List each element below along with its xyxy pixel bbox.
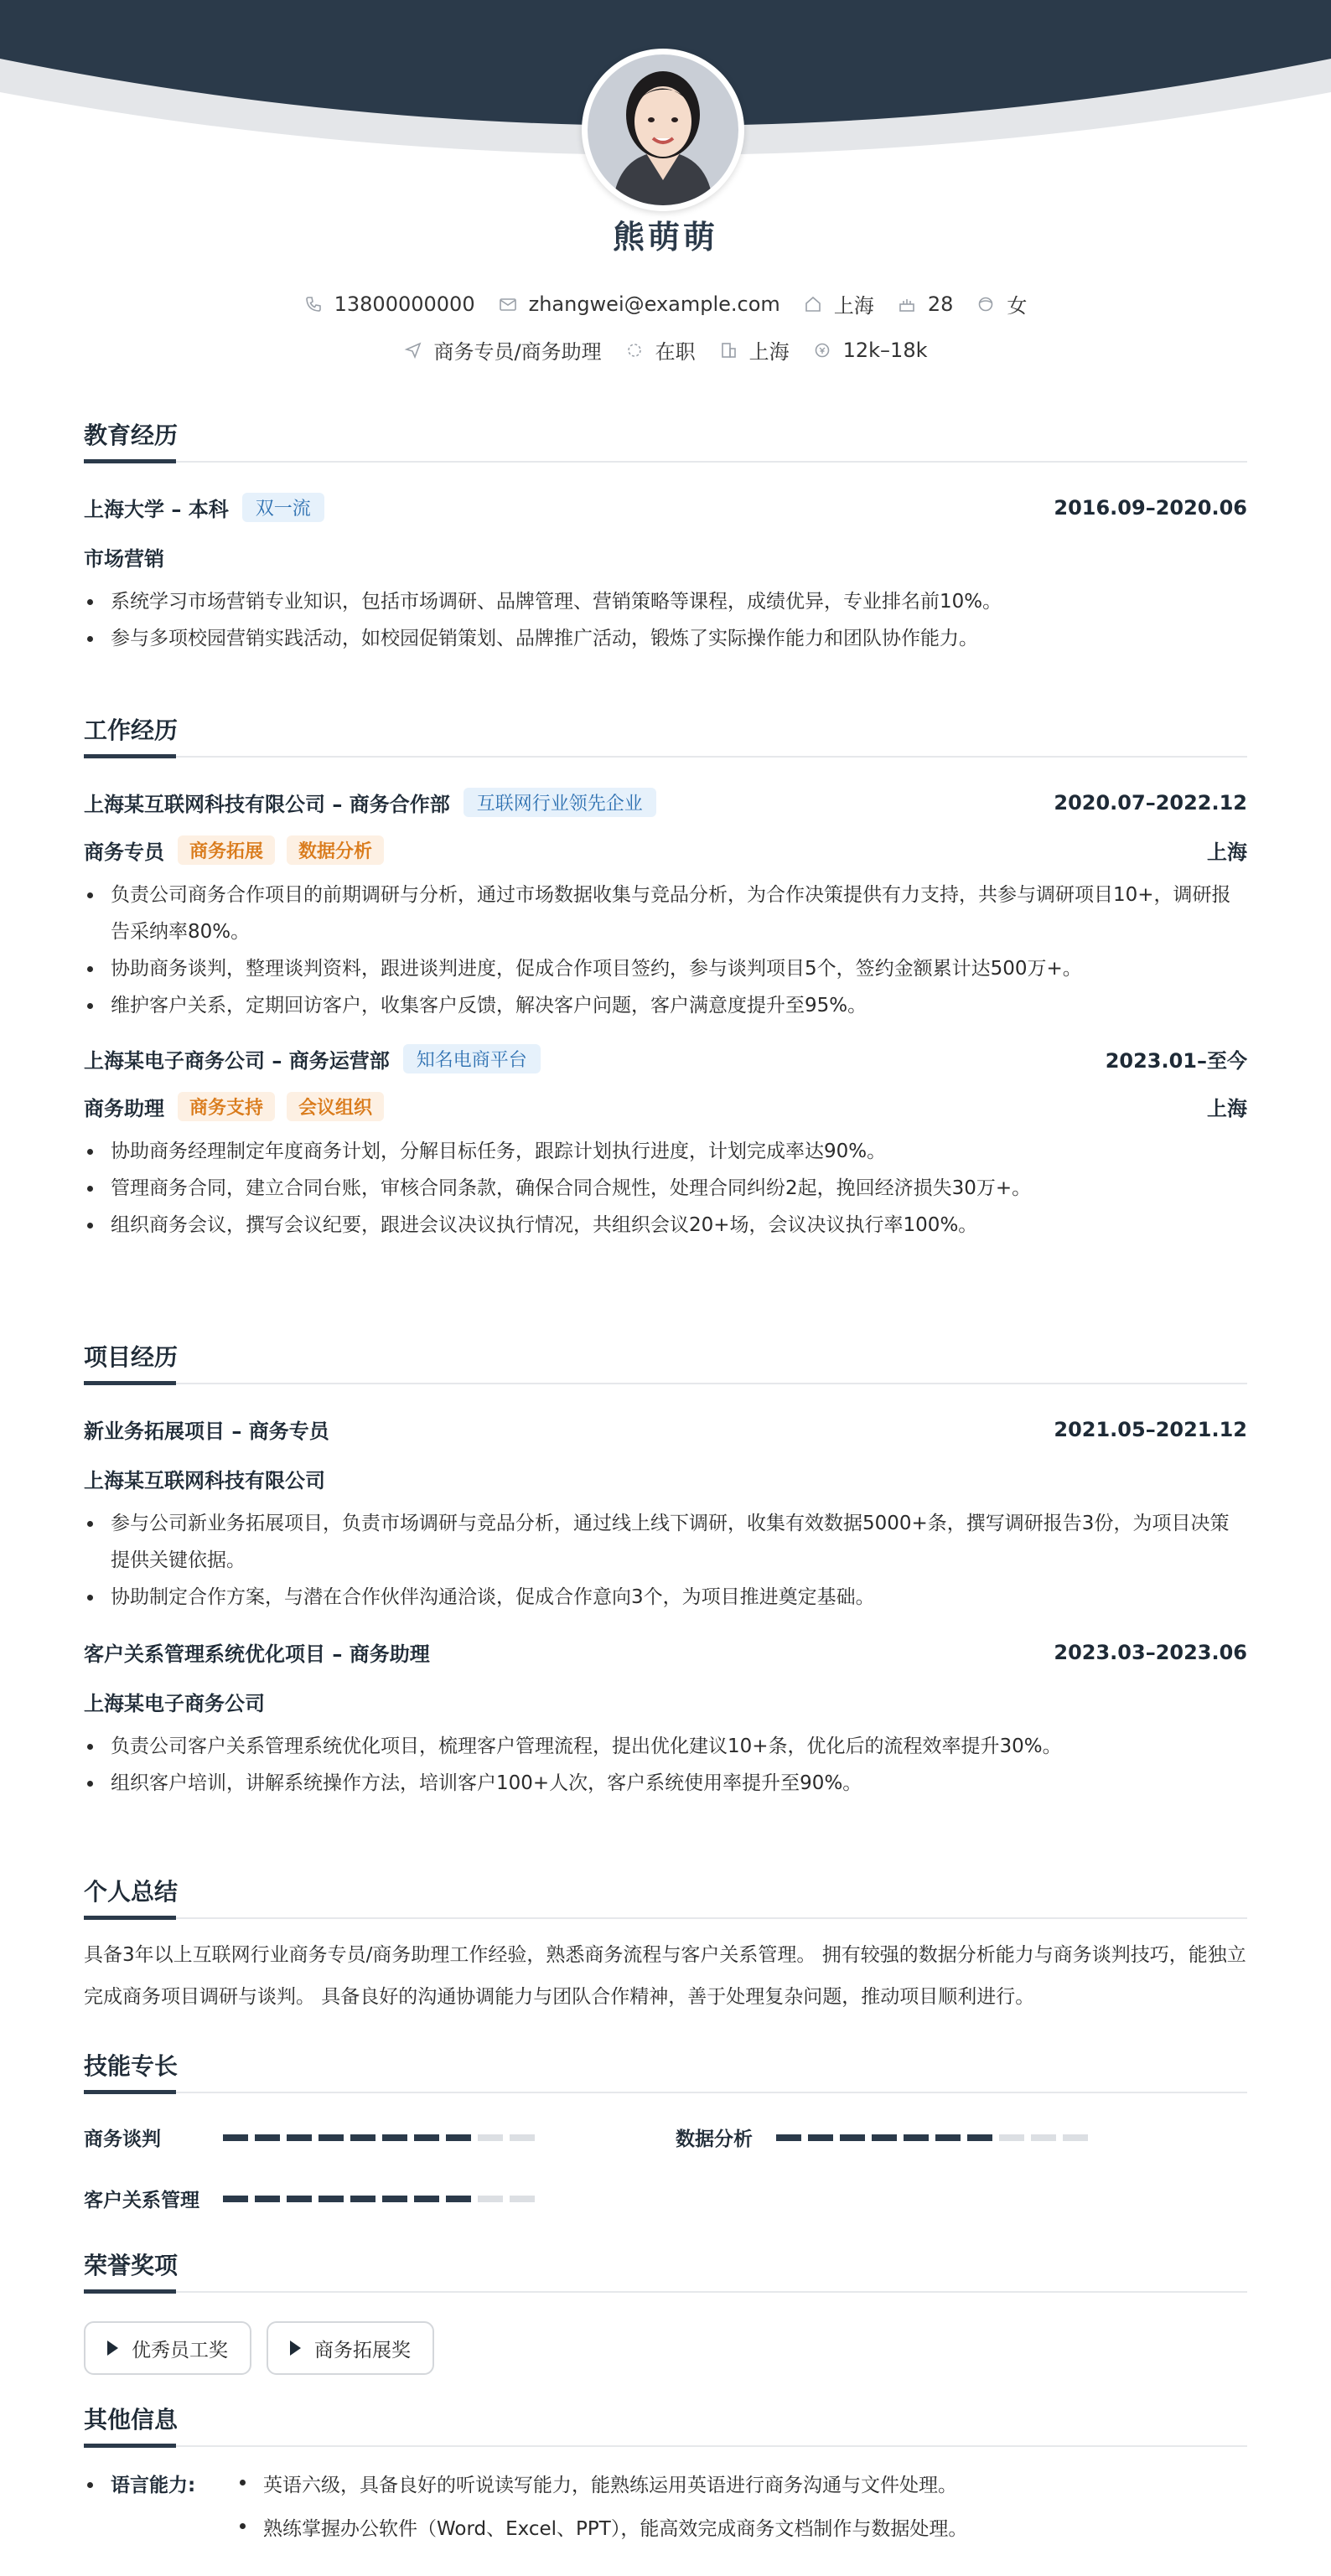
skill-level — [223, 2134, 541, 2141]
list-item: 熟练掌握办公软件（Word、Excel、PPT），能高效完成商务文档制作与数据处理。 — [236, 2507, 967, 2551]
project-company: 上海某电子商务公司 — [84, 1692, 265, 1715]
list-item: 协助商务谈判，整理谈判资料，跟进谈判进度，促成合作项目签约，参与谈判项目5个，签约金额累计达500万+。 — [84, 950, 1247, 987]
play-icon — [107, 2341, 118, 2356]
role-line — [84, 835, 384, 865]
salary-item — [813, 339, 928, 362]
candidate-name: 熊萌萌 — [612, 219, 718, 256]
award-badge[interactable] — [267, 2321, 434, 2375]
summary-text: 具备3年以上互联网行业商务专员/商务助理工作经验，熟悉商务流程与客户关系管理。 拥有较强的数据分析能力与商务谈判技巧，能独立完成商务项目调研与谈判。 具备良好的沟通协调能力与团队合作精神，善于处理复杂问题，推动项目顺利进行。 — [84, 1944, 1246, 2008]
skill-name: 数据分析 — [676, 2129, 753, 2150]
skill-level-segment — [967, 2134, 992, 2141]
play-icon — [290, 2341, 301, 2356]
building-icon — [719, 341, 738, 360]
list-item: 系统学习市场营销专业知识，包括市场调研、品牌管理、营销策略等课程，成绩优异，专业排名前10%。 — [84, 583, 1247, 620]
summary-section — [84, 1874, 1247, 2018]
project-period: 2023.03–2023.06 — [1054, 1640, 1247, 1664]
skill-level-segment — [935, 2134, 961, 2141]
school-tag: 双一流 — [242, 493, 324, 522]
company-name: 上海某互联网科技有限公司 – 商务合作部 — [84, 793, 450, 816]
list-item: 协助商务经理制定年度商务计划，分解目标任务，跟踪计划执行进度，计划完成率达90%。 — [84, 1133, 1247, 1170]
cake-icon — [898, 295, 916, 313]
phone-icon — [304, 295, 323, 313]
phone-item — [304, 292, 475, 316]
skill-level-segment — [223, 2196, 248, 2202]
age-item — [898, 292, 954, 316]
gender-item — [976, 289, 1027, 318]
skill-level-segment — [872, 2134, 897, 2141]
award-label: 商务拓展奖 — [314, 2339, 411, 2361]
section-title: 其他信息 — [84, 2402, 1247, 2447]
skill-level — [776, 2134, 1095, 2141]
skill-level-segment — [382, 2134, 407, 2141]
email-text: zhangwei@example.com — [528, 292, 780, 316]
job-target-text: 商务专员/商务助理 — [433, 340, 602, 364]
company-name: 上海某电子商务公司 – 商务运营部 — [84, 1049, 390, 1073]
skill-level-segment — [414, 2196, 439, 2202]
list-item: 组织商务会议，撰写会议纪要，跟进会议决议执行情况，共组织会议20+场，会议决议执行率100%。 — [84, 1207, 1247, 1244]
education-bullets — [84, 583, 1247, 657]
skill-level-segment — [1063, 2134, 1088, 2141]
skill-tag: 商务支持 — [178, 1092, 275, 1121]
skill-tag: 商务拓展 — [178, 835, 275, 865]
skill-level-segment — [446, 2134, 471, 2141]
skill-level-segment — [510, 2196, 535, 2202]
project-company: 上海某互联网科技有限公司 — [84, 1469, 325, 1492]
major: 市场营销 — [84, 547, 164, 571]
project-period: 2021.05–2021.12 — [1054, 1417, 1247, 1441]
list-item: 负责公司商务合作项目的前期调研与分析，通过市场数据收集与竞品分析，为合作决策提供有力支持，共参与调研项目10+，调研报告采纳率80%。 — [84, 877, 1247, 950]
skill-level-segment — [808, 2134, 833, 2141]
skill-level-segment — [414, 2134, 439, 2141]
list-item: 维护客户关系，定期回访客户，收集客户反馈，解决客户问题，客户满意度提升至95%。 — [84, 987, 1247, 1024]
money-icon — [813, 341, 831, 360]
section-title: 技能专长 — [84, 2048, 1247, 2093]
skill-item — [84, 2123, 676, 2151]
other-label: 语言能力: — [111, 2475, 196, 2496]
skill-level-segment — [350, 2134, 375, 2141]
role: 商务助理 — [84, 1097, 164, 1120]
work-city: 上海 — [1207, 1097, 1247, 1120]
work-city-item — [719, 335, 790, 365]
skill-level-segment — [223, 2134, 248, 2141]
skill-level-segment — [255, 2134, 280, 2141]
section-title: 荣誉奖项 — [84, 2248, 1247, 2293]
school-name: 上海大学 – 本科 — [84, 498, 229, 521]
role: 商务专员 — [84, 841, 164, 864]
section-title: 教育经历 — [84, 417, 1247, 463]
work-bullets — [84, 1133, 1247, 1244]
skill-tag: 会议组织 — [287, 1092, 384, 1121]
skill-name: 商务谈判 — [84, 2129, 161, 2150]
email-item — [499, 292, 780, 316]
honors-section — [84, 2248, 1247, 2375]
section-title: 工作经历 — [84, 712, 1247, 758]
list-item: 协助制定合作方案，与潜在合作伙伴沟通洽谈，促成合作意向3个，为项目推进奠定基础。 — [84, 1579, 1247, 1616]
skills-section — [84, 2048, 1247, 2212]
company-tag: 知名电商平台 — [403, 1044, 541, 1073]
project-title: 客户关系管理系统优化项目 – 商务助理 — [84, 1642, 430, 1666]
section-title: 个人总结 — [84, 1874, 1247, 1919]
school-title — [84, 493, 324, 522]
home-icon — [804, 295, 822, 313]
skill-level-segment — [478, 2134, 503, 2141]
age-text: 28 — [927, 292, 954, 316]
avatar — [582, 49, 744, 211]
skill-level-segment — [319, 2134, 344, 2141]
other-section — [84, 2402, 1247, 2551]
company-tag: 互联网行业领先企业 — [464, 788, 656, 817]
skill-level-segment — [1031, 2134, 1056, 2141]
work-city-text: 上海 — [748, 340, 790, 364]
job-intent-row — [0, 335, 1331, 365]
location-text: 上海 — [833, 294, 874, 318]
award-badge[interactable] — [84, 2321, 251, 2375]
section-title: 项目经历 — [84, 1339, 1247, 1384]
skill-level-segment — [319, 2196, 344, 2202]
salary-text: 12k–18k — [842, 338, 928, 362]
list-item: 参与公司新业务拓展项目，负责市场调研与竞品分析，通过线上线下调研，收集有效数据5000+条，撰写调研报告3份，为项目决策提供关键依据。 — [84, 1505, 1247, 1579]
gender-text: 女 — [1007, 294, 1028, 318]
status-icon — [625, 341, 644, 360]
company-title — [84, 788, 656, 817]
list-item: 管理商务合同，建立合同台账，审核合同条款，确保合同合规性，处理合同纠纷2起，挽回经济损失30万+。 — [84, 1170, 1247, 1207]
skill-level-segment — [840, 2134, 865, 2141]
skill-level-segment — [999, 2134, 1024, 2141]
job-target-item — [404, 335, 602, 365]
skill-name: 客户关系管理 — [84, 2190, 199, 2211]
skill-tag: 数据分析 — [287, 835, 384, 865]
skill-level-segment — [510, 2134, 535, 2141]
status-item — [625, 335, 696, 365]
phone-text: 13800000000 — [334, 292, 475, 316]
skill-level-segment — [287, 2134, 312, 2141]
skill-level-segment — [287, 2196, 312, 2202]
list-item: 组织客户培训，讲解系统操作方法，培训客户100+人次，客户系统使用率提升至90%。 — [84, 1765, 1247, 1802]
skill-level-segment — [255, 2196, 280, 2202]
skill-level-segment — [904, 2134, 929, 2141]
project-title: 新业务拓展项目 – 商务专员 — [84, 1420, 329, 1443]
work-section — [84, 712, 1247, 1244]
skill-level-segment — [382, 2196, 407, 2202]
skill-level — [223, 2196, 541, 2202]
list-item: 英语六级，具备良好的听说读写能力，能熟练运用英语进行商务沟通与文件处理。 — [236, 2464, 967, 2507]
work-city: 上海 — [1207, 841, 1247, 864]
skill-item — [676, 2123, 1095, 2151]
work-period: 2023.01–至今 — [1105, 1049, 1247, 1073]
award-label: 优秀员工奖 — [132, 2339, 228, 2361]
mail-icon — [499, 295, 517, 313]
list-item: 参与多项校园营销实践活动，如校园促销策划、品牌推广活动，锻炼了实际操作能力和团队协作能力。 — [84, 620, 1247, 657]
status-text: 在职 — [655, 340, 696, 364]
project-bullets — [84, 1505, 1247, 1616]
education-period: 2016.09–2020.06 — [1054, 495, 1247, 520]
location-item — [804, 289, 874, 318]
other-label-wrap — [84, 2464, 236, 2551]
skill-item — [84, 2185, 541, 2212]
role-line — [84, 1092, 384, 1121]
project-section — [84, 1339, 1247, 1802]
skill-level-segment — [350, 2196, 375, 2202]
company-title — [84, 1044, 541, 1073]
work-bullets — [84, 877, 1247, 1024]
education-section — [84, 417, 1247, 657]
contact-row — [0, 289, 1331, 318]
gender-icon — [976, 295, 995, 313]
skill-level-segment — [446, 2196, 471, 2202]
skill-level-segment — [478, 2196, 503, 2202]
skill-level-segment — [776, 2134, 801, 2141]
send-icon — [404, 341, 422, 360]
bullet-dot — [87, 2482, 93, 2488]
list-item: 负责公司客户关系管理系统优化项目，梳理客户管理流程，提出优化建议10+条，优化后的流程效率提升30%。 — [84, 1728, 1247, 1765]
work-period: 2020.07–2022.12 — [1054, 790, 1247, 815]
other-list — [236, 2464, 967, 2551]
project-bullets — [84, 1728, 1247, 1802]
